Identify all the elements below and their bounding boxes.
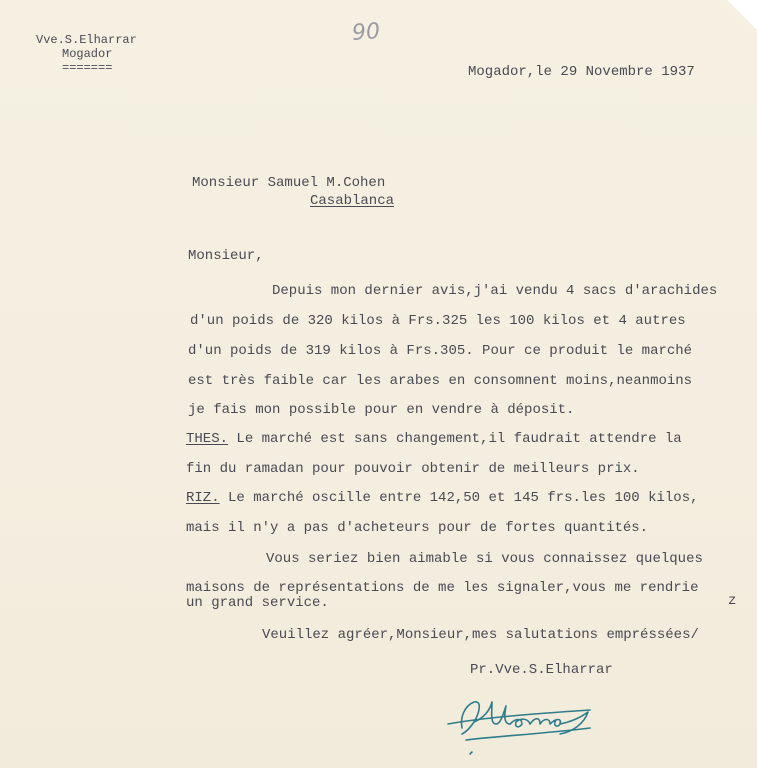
- thes-label: THES.: [186, 431, 229, 447]
- body-line-5: je fais mon possible pour en vendre à déposit.: [188, 402, 575, 418]
- sender-name: Vve.S.Elharrar: [36, 33, 137, 47]
- riz-label: RIZ.: [186, 490, 220, 506]
- sender-city: Mogador: [62, 47, 113, 61]
- closing-line: Veuillez agréer,Monsieur,mes salutations empréssées/: [262, 627, 699, 643]
- recipient-city: Casablanca: [310, 193, 395, 209]
- body-line-11-overflow: z: [728, 593, 737, 609]
- body-line-1: Depuis mon dernier avis,j'ai vendu 4 sacs d'arachides: [272, 283, 718, 299]
- body-line-12: un grand service.: [186, 595, 329, 611]
- paragraph-thes: [186, 431, 682, 447]
- paragraph-riz: [186, 490, 699, 506]
- recipient-name: Monsieur Samuel M.Cohen: [192, 175, 386, 191]
- date-line: Mogador,le 29 Novembre 1937: [468, 64, 695, 80]
- body-line-6: Le marché est sans changement,il faudrait attendre la: [236, 431, 682, 447]
- body-line-4: est très faible car les arabes en consomnent moins,neanmoins: [188, 373, 693, 389]
- body-line-10: Vous seriez bien aimable si vous connaissez quelques: [266, 551, 703, 567]
- body-line-8: Le marché oscille entre 142,50 et 145 frs.les 100 kilos,: [228, 490, 699, 506]
- handwritten-signature: [440, 688, 600, 758]
- pencil-annotation: 90: [351, 19, 381, 46]
- body-line-7: fin du ramadan pour pouvoir obtenir de meilleurs prix.: [186, 461, 640, 477]
- salutation: Monsieur,: [188, 248, 264, 264]
- body-line-9: mais il n'y a pas d'acheteurs pour de fortes quantités.: [186, 520, 649, 536]
- body-line-3: d'un poids de 319 kilos à Frs.305. Pour ce produit le marché: [188, 343, 693, 359]
- body-line-11: maisons de représentations de me les signaler,vous me rendrie: [186, 580, 699, 596]
- signatory-name: Pr.Vve.S.Elharrar: [470, 662, 613, 678]
- body-line-2: d'un poids de 320 kilos à Frs.325 les 100 kilos et 4 autres: [190, 313, 686, 329]
- sender-rule: =======: [62, 61, 113, 75]
